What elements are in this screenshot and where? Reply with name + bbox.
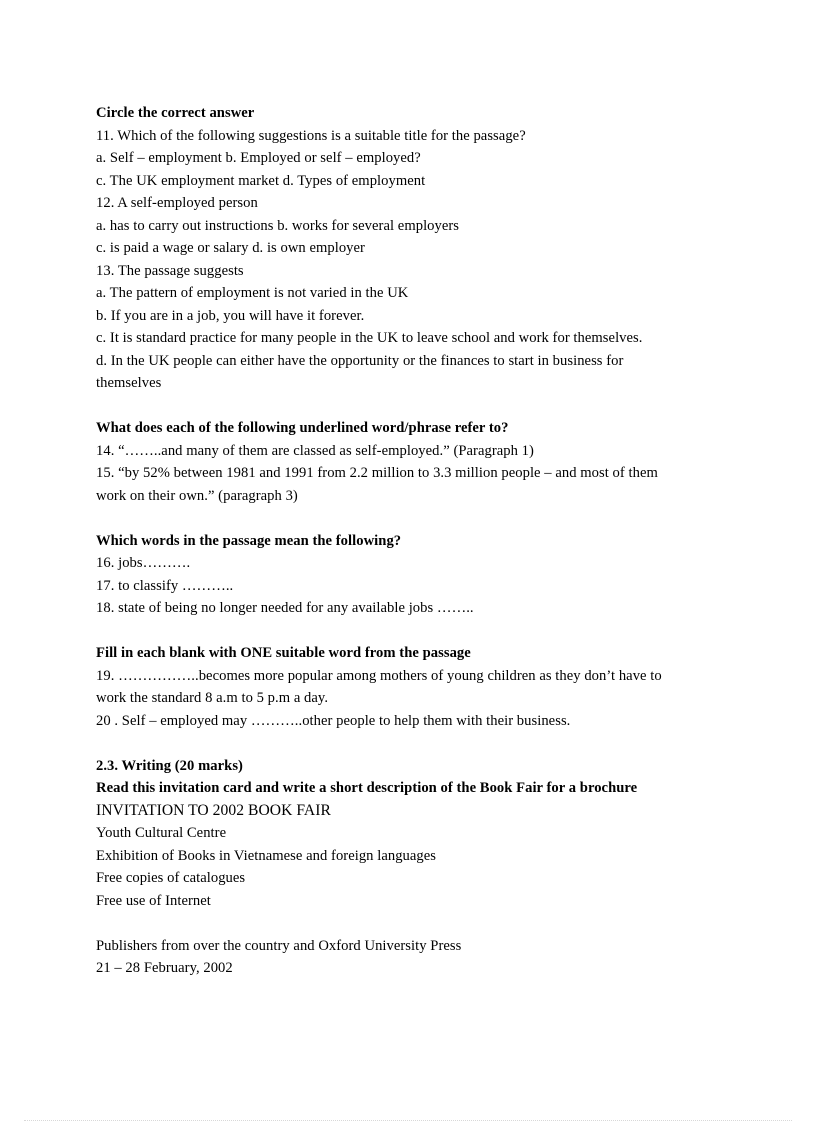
question-11: 11. Which of the following suggestions is a suitable title for the passage? <box>96 127 526 144</box>
question-13-option-b: b. If you are in a job, you will have it forever. <box>96 307 365 324</box>
invitation-publishers: Publishers from over the country and Oxford University Press <box>96 937 462 954</box>
invitation-dates: 21 – 28 February, 2002 <box>96 960 233 976</box>
question-11-options-ab: a. Self – employment b. Employed or self – employed? <box>96 150 421 166</box>
question-13: 13. The passage suggests <box>96 262 244 279</box>
question-11-options-cd: c. The UK employment market d. Types of employment <box>96 172 426 189</box>
invitation-line: Free copies of catalogues <box>96 870 246 886</box>
word-meaning-heading: Which words in the passage mean the following? <box>96 532 402 549</box>
question-12-options-cd: c. is paid a wage or salary d. is own employer <box>96 240 365 256</box>
invitation-line: Exhibition of Books in Vietnamese and foreign languages <box>96 847 437 864</box>
invitation-line: Free use of Internet <box>96 892 211 909</box>
question-19-continued: work the standard 8 a.m to 5 p.m a day. <box>96 690 329 706</box>
question-14: 14. “……..and many of them are classed as self-employed.” (Paragraph 1) <box>96 442 534 459</box>
refer-to-heading: What does each of the following underlined word/phrase refer to? <box>96 420 509 436</box>
document-page <box>96 102 736 980</box>
spacer <box>96 912 736 935</box>
question-13-option-a: a. The pattern of employment is not varied in the UK <box>96 285 409 301</box>
question-12-options-ab: a. has to carry out instructions b. works for several employers <box>96 217 460 234</box>
writing-heading: 2.3. Writing (20 marks) <box>96 757 243 774</box>
question-20: 20 . Self – employed may ………..other people to help them with their business. <box>96 712 571 729</box>
invitation-line: Youth Cultural Centre <box>96 825 227 841</box>
question-13-option-d: d. In the UK people can either have the opportunity or the finances to start in business for <box>96 352 624 369</box>
question-13-option-c: c. It is standard practice for many people in the UK to leave school and work for themselves. <box>96 330 643 346</box>
writing-instruction: Read this invitation card and write a short description of the Book Fair for a brochure <box>96 780 638 796</box>
page-bottom-rule <box>24 1120 792 1121</box>
question-18: 18. state of being no longer needed for any available jobs …….. <box>96 600 474 616</box>
circle-answer-heading: Circle the correct answer <box>96 105 255 121</box>
spacer <box>96 395 736 418</box>
question-15: 15. “by 52% between 1981 and 1991 from 2.2 million to 3.3 million people – and most of them <box>96 465 658 481</box>
spacer <box>96 507 736 530</box>
spacer <box>96 620 736 643</box>
question-17: 17. to classify ……….. <box>96 577 234 594</box>
invitation-title: INVITATION TO 2002 BOOK FAIR <box>96 801 331 819</box>
question-12: 12. A self-employed person <box>96 195 258 211</box>
question-15-continued: work on their own.” (paragraph 3) <box>96 487 298 504</box>
question-13-option-d-continued: themselves <box>96 375 162 391</box>
spacer <box>96 732 736 755</box>
fill-blank-heading: Fill in each blank with ONE suitable word from the passage <box>96 645 471 661</box>
question-19: 19. ……………..becomes more popular among mothers of young children as they don’t have to <box>96 667 662 684</box>
question-16: 16. jobs………. <box>96 555 191 571</box>
